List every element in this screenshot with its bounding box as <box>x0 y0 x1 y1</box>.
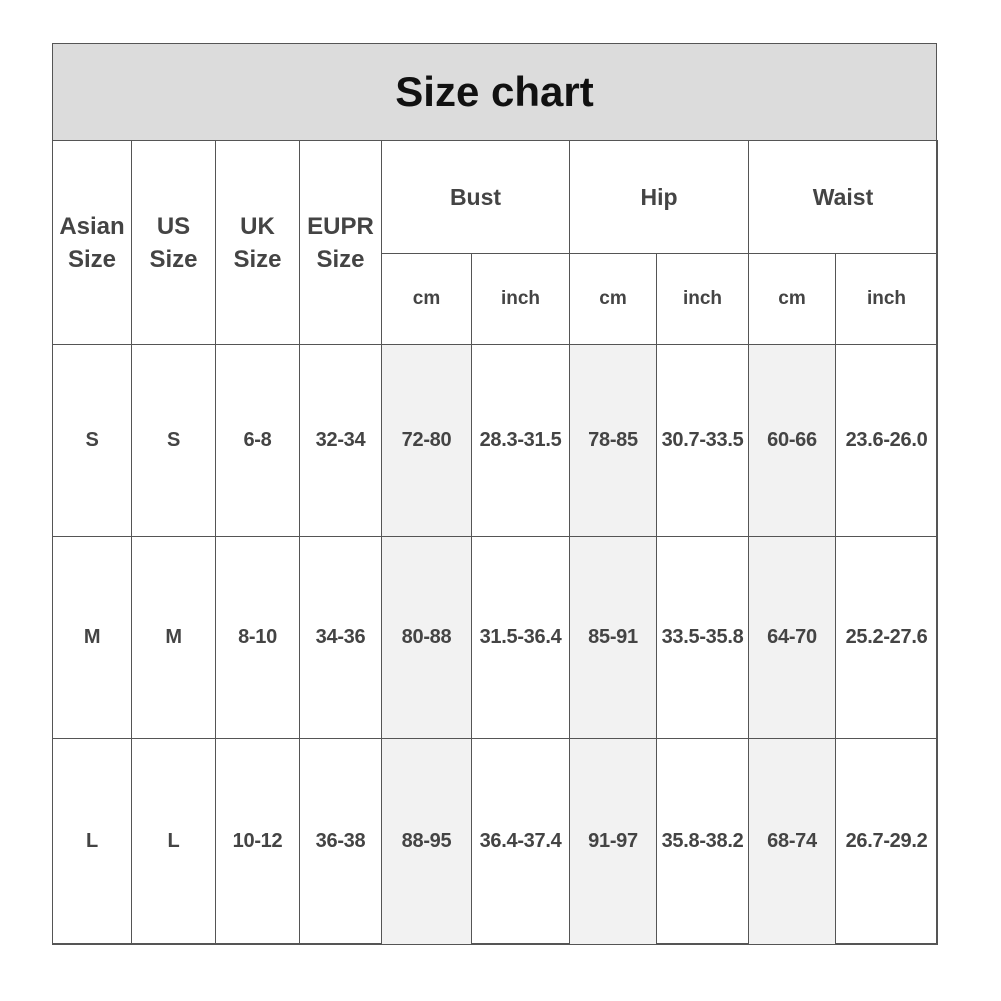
page-title: Size chart <box>395 68 594 115</box>
unit-header-waist-cm: cm <box>749 254 836 345</box>
cell-eupr-size: 34-36 <box>300 537 382 739</box>
cell-hip-inch: 35.8-38.2 <box>657 739 749 945</box>
unit-header-hip-cm: cm <box>570 254 657 345</box>
column-header-uk-size: UK Size <box>216 141 300 345</box>
cell-waist-cm: 68-74 <box>749 739 836 945</box>
cell-waist-cm: 60-66 <box>749 345 836 537</box>
cell-us-size: M <box>132 537 216 739</box>
size-table <box>52 140 938 945</box>
unit-header-waist-inch: inch <box>836 254 938 345</box>
cell-hip-inch: 30.7-33.5 <box>657 345 749 537</box>
cell-us-size: L <box>132 739 216 945</box>
table-row-s <box>53 345 938 537</box>
cell-waist-cm: 64-70 <box>749 537 836 739</box>
cell-asian-size: M <box>53 537 132 739</box>
cell-waist-inch: 23.6-26.0 <box>836 345 938 537</box>
column-header-us-size: US Size <box>132 141 216 345</box>
cell-bust-inch: 31.5-36.4 <box>472 537 570 739</box>
column-header-asian-size: Asian Size <box>53 141 132 345</box>
size-chart <box>52 43 937 944</box>
cell-hip-cm: 91-97 <box>570 739 657 945</box>
title-bar <box>53 44 936 141</box>
cell-asian-size: S <box>53 345 132 537</box>
unit-header-bust-inch: inch <box>472 254 570 345</box>
table-row-m <box>53 537 938 739</box>
group-header-waist: Waist <box>749 141 938 254</box>
cell-bust-inch: 28.3-31.5 <box>472 345 570 537</box>
table-row-l <box>53 739 938 945</box>
cell-hip-cm: 85-91 <box>570 537 657 739</box>
column-header-eupr-size: EUPR Size <box>300 141 382 345</box>
cell-eupr-size: 36-38 <box>300 739 382 945</box>
cell-bust-cm: 88-95 <box>382 739 472 945</box>
cell-bust-cm: 72-80 <box>382 345 472 537</box>
cell-bust-inch: 36.4-37.4 <box>472 739 570 945</box>
unit-header-bust-cm: cm <box>382 254 472 345</box>
group-header-hip: Hip <box>570 141 749 254</box>
cell-eupr-size: 32-34 <box>300 345 382 537</box>
cell-uk-size: 6-8 <box>216 345 300 537</box>
cell-uk-size: 10-12 <box>216 739 300 945</box>
cell-bust-cm: 80-88 <box>382 537 472 739</box>
cell-uk-size: 8-10 <box>216 537 300 739</box>
header-row <box>53 141 938 254</box>
cell-hip-inch: 33.5-35.8 <box>657 537 749 739</box>
cell-waist-inch: 26.7-29.2 <box>836 739 938 945</box>
cell-hip-cm: 78-85 <box>570 345 657 537</box>
cell-asian-size: L <box>53 739 132 945</box>
unit-header-hip-inch: inch <box>657 254 749 345</box>
group-header-bust: Bust <box>382 141 570 254</box>
cell-us-size: S <box>132 345 216 537</box>
cell-waist-inch: 25.2-27.6 <box>836 537 938 739</box>
